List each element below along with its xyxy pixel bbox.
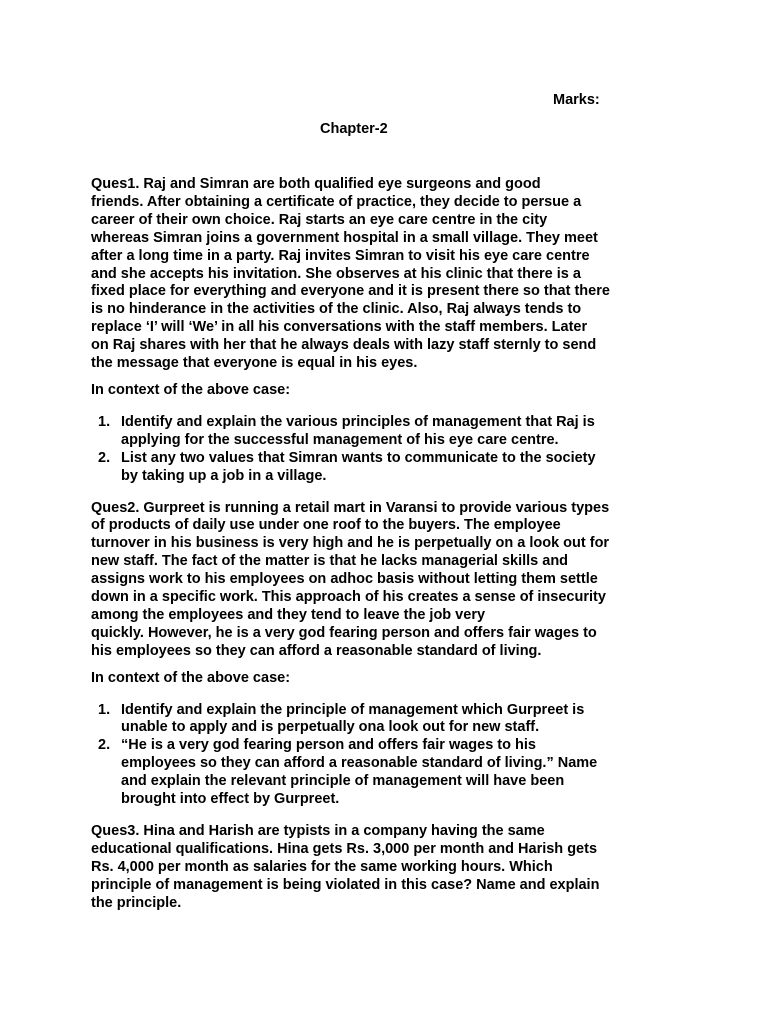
spacer <box>91 486 691 500</box>
text-line: and she accepts his invitation. She observes at his clinic that there is a <box>91 265 581 282</box>
text-line: employees so they can afford a reasonable standard of living.” Name <box>121 755 598 772</box>
text-line: his employees so they can afford a reasonable standard of living. <box>91 642 542 659</box>
item-number: 1. <box>98 701 111 718</box>
question-2 <box>91 500 691 810</box>
sub-question-list <box>91 702 691 809</box>
spacer <box>91 809 691 823</box>
spacer <box>91 661 691 670</box>
context-heading: In context of the above case: <box>91 669 291 686</box>
text-line: fixed place for everything and everyone and it is present there so that there <box>91 283 610 300</box>
text-line: the message that everyone is equal in his eyes. <box>91 355 418 372</box>
text-line: friends. After obtaining a certificate of practice, they decide to persue a <box>91 193 582 210</box>
text-line: on Raj shares with her that he always deals with lazy staff sternly to send <box>91 337 597 354</box>
text-line: among the employees and they tend to leave the job very <box>91 606 486 623</box>
text-line: whereas Simran joins a government hospital in a small village. They meet <box>91 229 598 246</box>
text-line: quickly. However, he is a very god fearing person and offers fair wages to <box>91 624 597 641</box>
text-line: Identify and explain the various principles of management that Raj is <box>121 413 595 430</box>
text-line: Ques1. Raj and Simran are both qualified eye surgeons and good <box>91 176 541 192</box>
item-number: 2. <box>98 449 111 466</box>
text-line: career of their own choice. Raj starts an eye care centre in the city <box>91 211 548 228</box>
text-line: replace ‘I’ will ‘We’ in all his conversations with the staff members. Later <box>91 319 588 336</box>
text-line: List any two values that Simran wants to communicate to the society <box>121 449 596 466</box>
text-line: of products of daily use under one roof to the buyers. The employee <box>91 517 561 534</box>
text-line: assigns work to his employees on adhoc basis without letting them settle <box>91 571 598 588</box>
spacer <box>91 688 691 702</box>
text-line: Ques2. Gurpreet is running a retail mart in Varansi to provide various types <box>91 499 610 516</box>
item-number: 2. <box>98 737 111 754</box>
text-line: Identify and explain the principle of management which Gurpreet is <box>121 701 585 718</box>
question-3 <box>91 823 691 913</box>
sub-question-item <box>91 414 691 450</box>
document-body <box>91 176 691 913</box>
question-1-text <box>91 176 691 373</box>
text-line: is no hinderance in the activities of the clinic. Also, Raj always tends to <box>91 301 582 318</box>
text-line: principle of management is being violated in this case? Name and explain <box>91 876 600 893</box>
chapter-title: Chapter-2 <box>320 121 388 137</box>
text-line: brought into effect by Gurpreet. <box>121 791 340 808</box>
marks-label: Marks: <box>553 92 600 108</box>
sub-question-list <box>91 414 691 486</box>
text-line: after a long time in a party. Raj invites Simran to visit his eye care centre <box>91 247 590 264</box>
text-line: and explain the relevant principle of management will have been <box>121 773 565 790</box>
sub-question-item <box>91 702 691 738</box>
spacer <box>91 400 691 414</box>
sub-question-item <box>91 737 691 809</box>
text-line: turnover in his business is very high and he is perpetually on a look out for <box>91 535 610 552</box>
text-line: the principle. <box>91 894 182 911</box>
question-3-text <box>91 823 691 913</box>
text-line: educational qualifications. Hina gets Rs. 3,000 per month and Harish gets <box>91 840 598 857</box>
text-line: “He is a very god fearing person and offers fair wages to his <box>121 737 536 754</box>
spacer <box>91 373 691 382</box>
question-1 <box>91 176 691 486</box>
context-heading: In context of the above case: <box>91 381 291 398</box>
text-line: unable to apply and is perpetually ona look out for new staff. <box>121 719 540 736</box>
text-line: down in a specific work. This approach of his creates a sense of insecurity <box>91 589 606 606</box>
sub-question-item <box>91 450 691 486</box>
text-line: Rs. 4,000 per month as salaries for the same working hours. Which <box>91 858 553 875</box>
text-line: Ques3. Hina and Harish are typists in a company having the same <box>91 823 545 839</box>
text-line: new staff. The fact of the matter is that he lacks managerial skills and <box>91 553 569 570</box>
question-2-text <box>91 500 691 661</box>
text-line: by taking up a job in a village. <box>121 467 327 484</box>
text-line: applying for the successful management of his eye care centre. <box>121 431 559 448</box>
item-number: 1. <box>98 413 111 430</box>
